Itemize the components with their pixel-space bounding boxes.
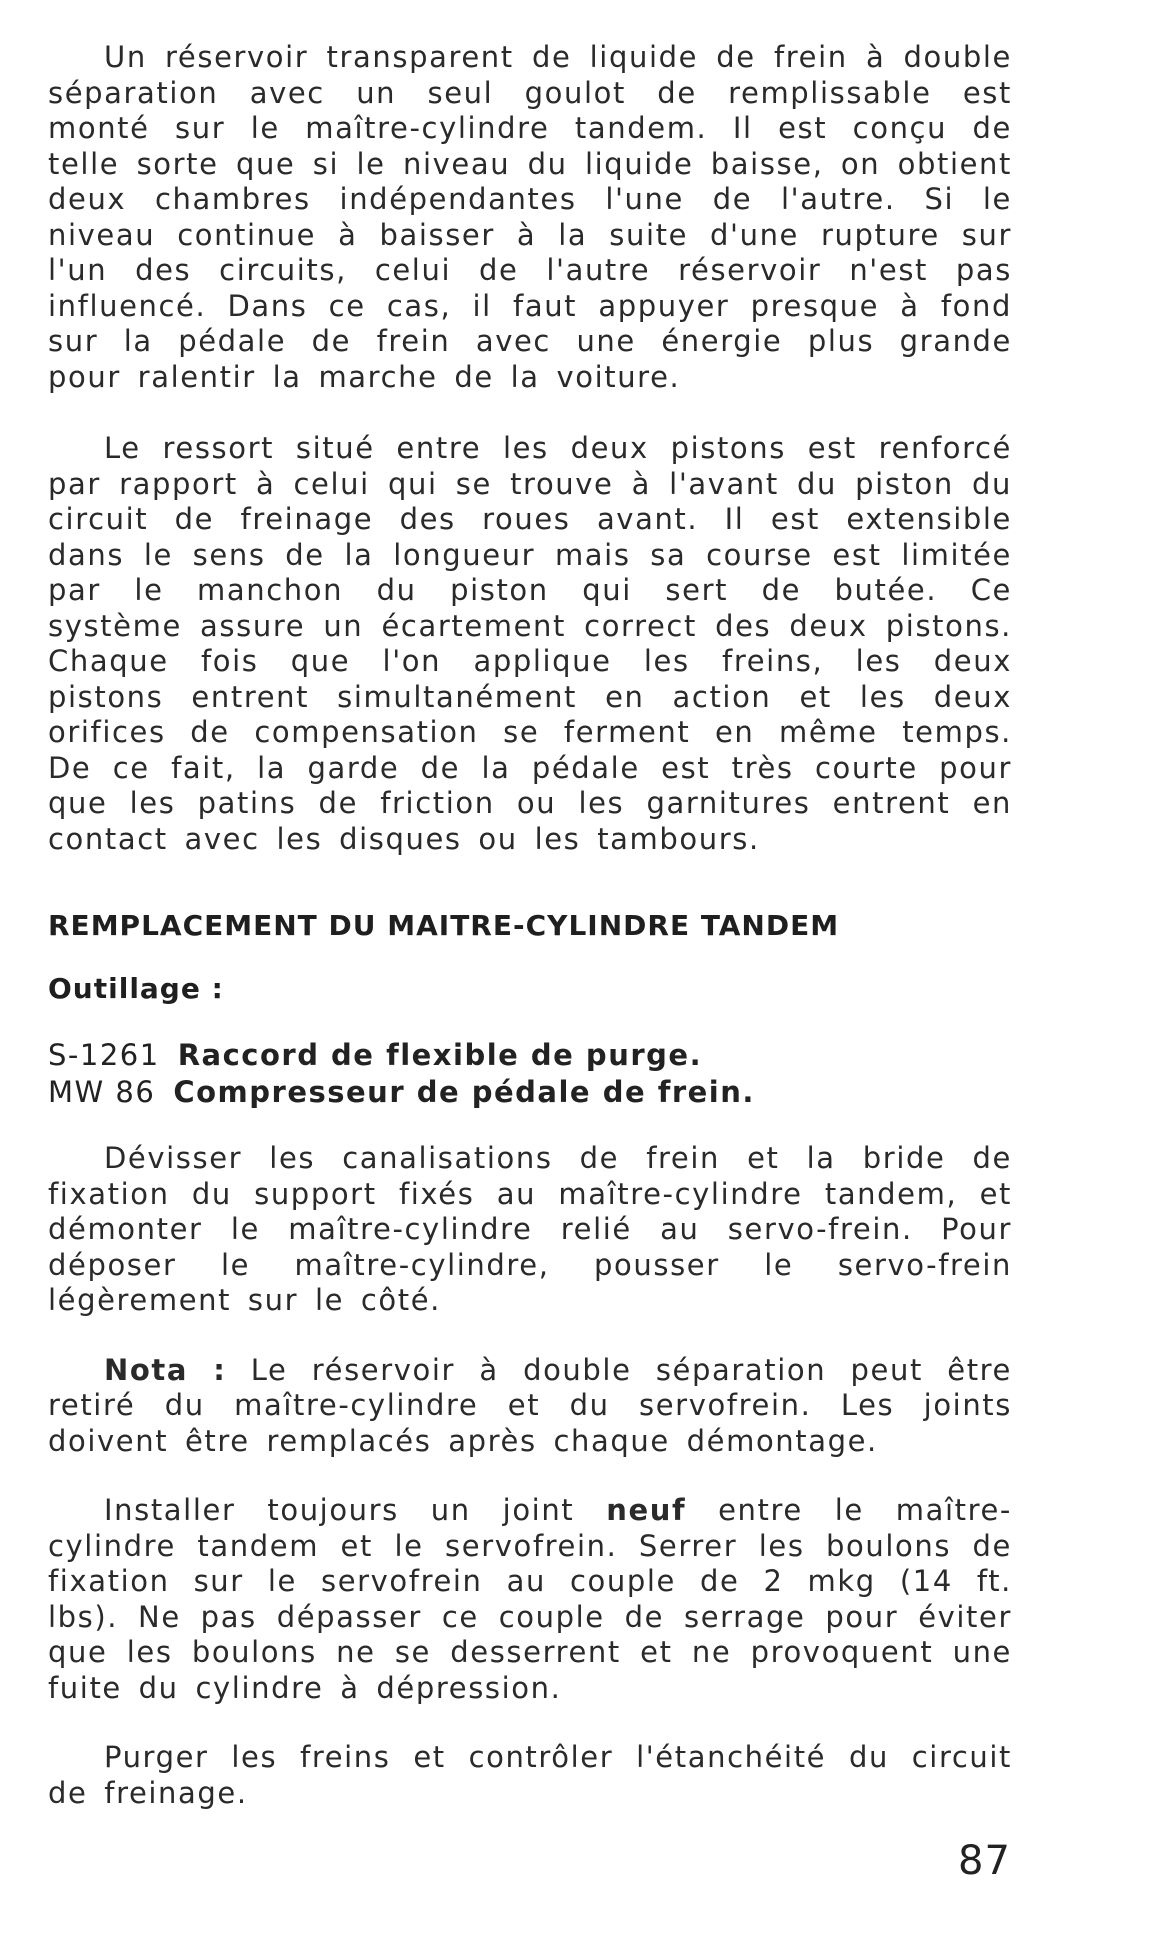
- paragraph-installer: [48, 1493, 1012, 1706]
- tool-item: [48, 1074, 1012, 1111]
- installer-text-end: entre le maître-cylindre tandem et le servofrein. Serrer les boulons de fixation sur le servofrein au couple de 2 mkg (14 ft. lbs). Ne pas dépasser ce couple de serrage pour éviter que les boulons ne se desserrent et ne provoquent une fuite du cylindre à dépression.: [48, 1493, 1012, 1705]
- section-heading: REMPLACEMENT DU MAITRE-CYLINDRE TANDEM: [48, 909, 840, 942]
- tools-heading: Outillage :: [48, 972, 224, 1005]
- page-number: 87: [958, 1838, 1011, 1884]
- paragraph-purger: Purger les freins et contrôler l'étanchéité du circuit de freinage.: [48, 1740, 1012, 1810]
- tool-code: S-1261: [48, 1038, 160, 1072]
- paragraph-nota: [48, 1353, 1012, 1460]
- installer-bold-word: neuf: [606, 1493, 687, 1527]
- installer-text-start: Installer toujours un joint: [104, 1493, 607, 1527]
- nota-label: Nota :: [104, 1352, 227, 1387]
- tools-list: [48, 1037, 1012, 1111]
- paragraph-ressort: Le ressort situé entre les deux pistons est renforcé par rapport à celui qui se trouve à l'avant du piston du circuit de freinage des roues avant. Il est extensible dans le sens de la longueur mais sa course est limitée par le manchon du piston qui sert de butée. Ce système assure un écartement correct des deux pistons. Chaque fois que l'on applique les freins, les deux pistons entrent simultanément en action et les deux orifices de compensation se ferment en même temps. De ce fait, la garde de la pédale est très courte pour que les patins de friction ou les garnitures entrent en contact avec les disques ou les tambours.: [48, 431, 1012, 856]
- document-page: [48, 40, 1012, 1811]
- nota-text: Le réservoir à double séparation peut être retiré du maître-cylindre et du servofrein. Les joints doivent être remplacés après chaque démontage.: [48, 1352, 1013, 1458]
- paragraph-reservoir: Un réservoir transparent de liquide de frein à double séparation avec un seul goulot de remplissable est monté sur le maître-cylindre tandem. Il est conçu de telle sorte que si le niveau du liquide baisse, on obtient deux chambres indépendantes l'une de l'autre. Si le niveau continue à baisser à la suite d'une rupture sur l'un des circuits, celui de l'autre réservoir n'est pas influencé. Dans ce cas, il faut appuyer presque à fond sur la pédale de frein avec une énergie plus grande pour ralentir la marche de la voiture.: [48, 40, 1012, 394]
- tool-item: [48, 1037, 1012, 1074]
- tool-code: MW 86: [48, 1075, 156, 1109]
- tool-name: Compresseur de pédale de frein.: [173, 1075, 755, 1109]
- paragraph-devisser: Dévisser les canalisations de frein et la bride de fixation du support fixés au maître-cylindre tandem, et démonter le maître-cylindre relié au servo-frein. Pour déposer le maître-cylindre, pousser le servo-frein légèrement sur le côté.: [48, 1141, 1012, 1317]
- tool-name: Raccord de flexible de purge.: [177, 1038, 703, 1072]
